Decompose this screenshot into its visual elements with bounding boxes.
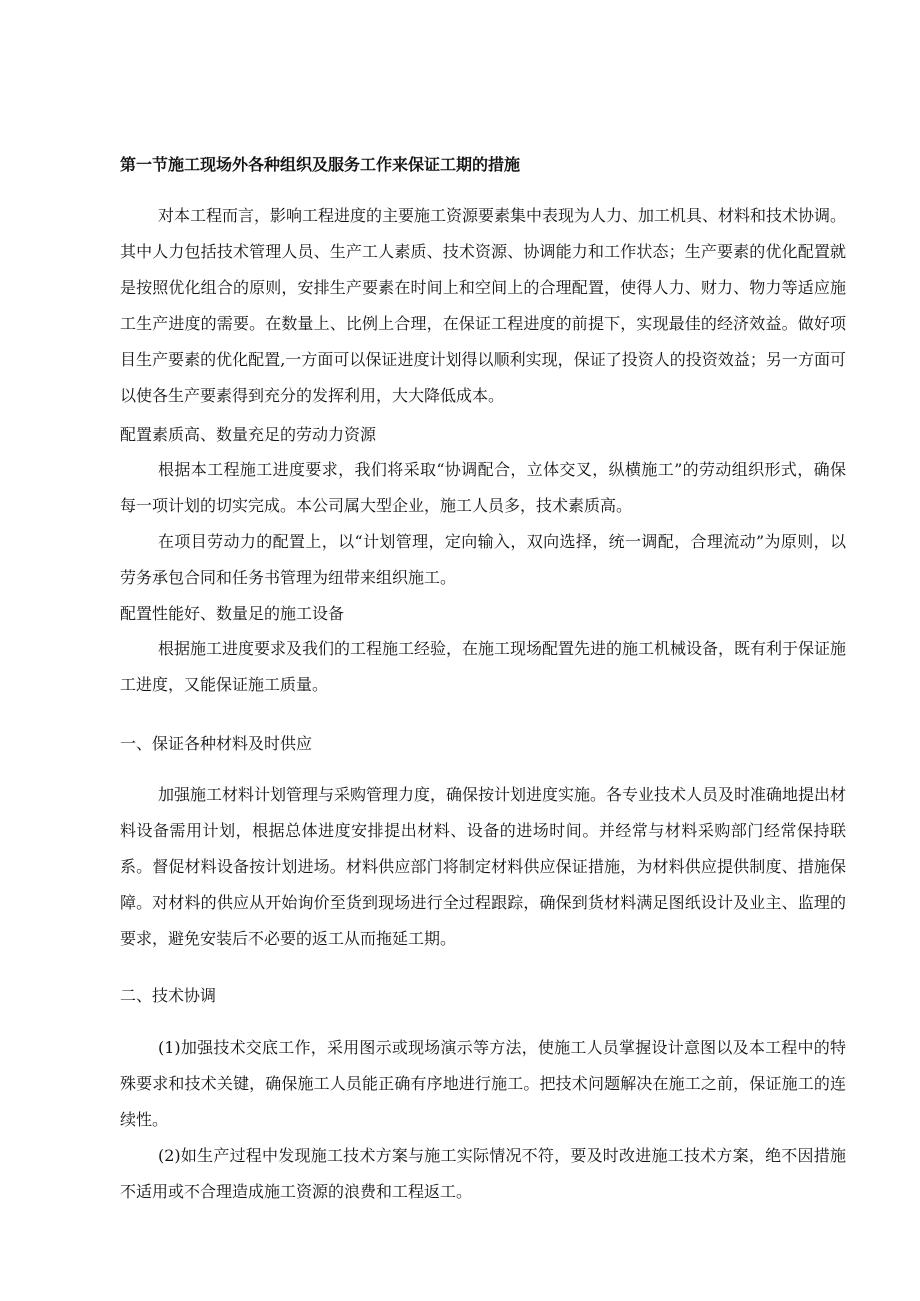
section-2-heading: 二、技术协调 [120, 986, 217, 1005]
list-item-2-text: 如生产过程中发现施工技术方案与施工实际情况不符，要及时改进施工技术方案，绝不因措施不适用或不合理造成施工资源的浪费和工程返工。 [120, 1146, 846, 1201]
labor-heading: 配置素质高、数量充足的劳动力资源 [120, 425, 377, 444]
equipment-heading: 配置性能好、数量足的施工设备 [120, 604, 345, 623]
equipment-paragraph: 根据施工进度要求及我们的工程施工经验，在施工现场配置先进的施工机械设备，既有利于保证施工进度，又能保证施工质量。 [120, 639, 847, 694]
section-title: 第一节施工现场外各种组织及服务工作来保证工期的措施 [120, 155, 521, 174]
labor-paragraph-1: 根据本工程施工进度要求，我们将采取“协调配合，立体交叉，纵横施工”的劳动组织形式，确保每一项计划的切实完成。本公司属大型企业，施工人员多，技术素质高。 [120, 460, 846, 515]
list-item-2-number: (2) [158, 1146, 181, 1165]
list-item-1 [120, 1030, 846, 1138]
list-item-1-number: (1) [158, 1038, 181, 1057]
section-1-heading: 一、保证各种材料及时供应 [120, 734, 313, 753]
section-1-paragraph: 加强施工材料计划管理与采购管理力度，确保按计划进度实施。各专业技术人员及时准确地提出材料设备需用计划，根据总体进度安排提出材料、设备的进场时间。并经常与材料采购部门经常保持联系。督促材料设备按计划进场。材料供应部门将制定材料供应保证措施，为材料供应提供制度、措施保障。对材料的供应从开始询价至货到现场进行全过程跟踪，确保到货材料满足图纸设计及业主、监理的要求，避免安装后不必要的返工从而拖延工期。 [120, 785, 847, 948]
labor-paragraph-2: 在项目劳动力的配置上，以“计划管理，定向输入，双向选择，统一调配，合理流动”为原则，以劳务承包合同和任务书管理为纽带来组织施工。 [120, 532, 846, 587]
intro-paragraph: 对本工程而言，影响工程进度的主要施工资源要素集中表现为人力、加工机具、材料和技术协调。其中人力包括技术管理人员、生产工人素质、技术资源、协调能力和工作状态；生产要素的优化配置就是按照优化组合的原则，安排生产要素在时间上和空间上的合理配置，使得人力、财力、物力等适应施工生产进度的需要。在数量上、比例上合理，在保证工程进度的前提下，实现最佳的经济效益。做好项目生产要素的优化配置,一方面可以保证进度计划得以顺利实现，保证了投资人的投资效益；另一方面可以使各生产要素得到充分的发挥利用，大大降低成本。 [120, 206, 847, 405]
list-item-1-text: 加强技术交底工作，采用图示或现场演示等方法，使施工人员掌握设计意图以及本工程中的特殊要求和技术关键，确保施工人员能正确有序地进行施工。把技术问题解决在施工之前，保证施工的连续性。 [120, 1038, 846, 1129]
list-item-2 [120, 1138, 846, 1210]
